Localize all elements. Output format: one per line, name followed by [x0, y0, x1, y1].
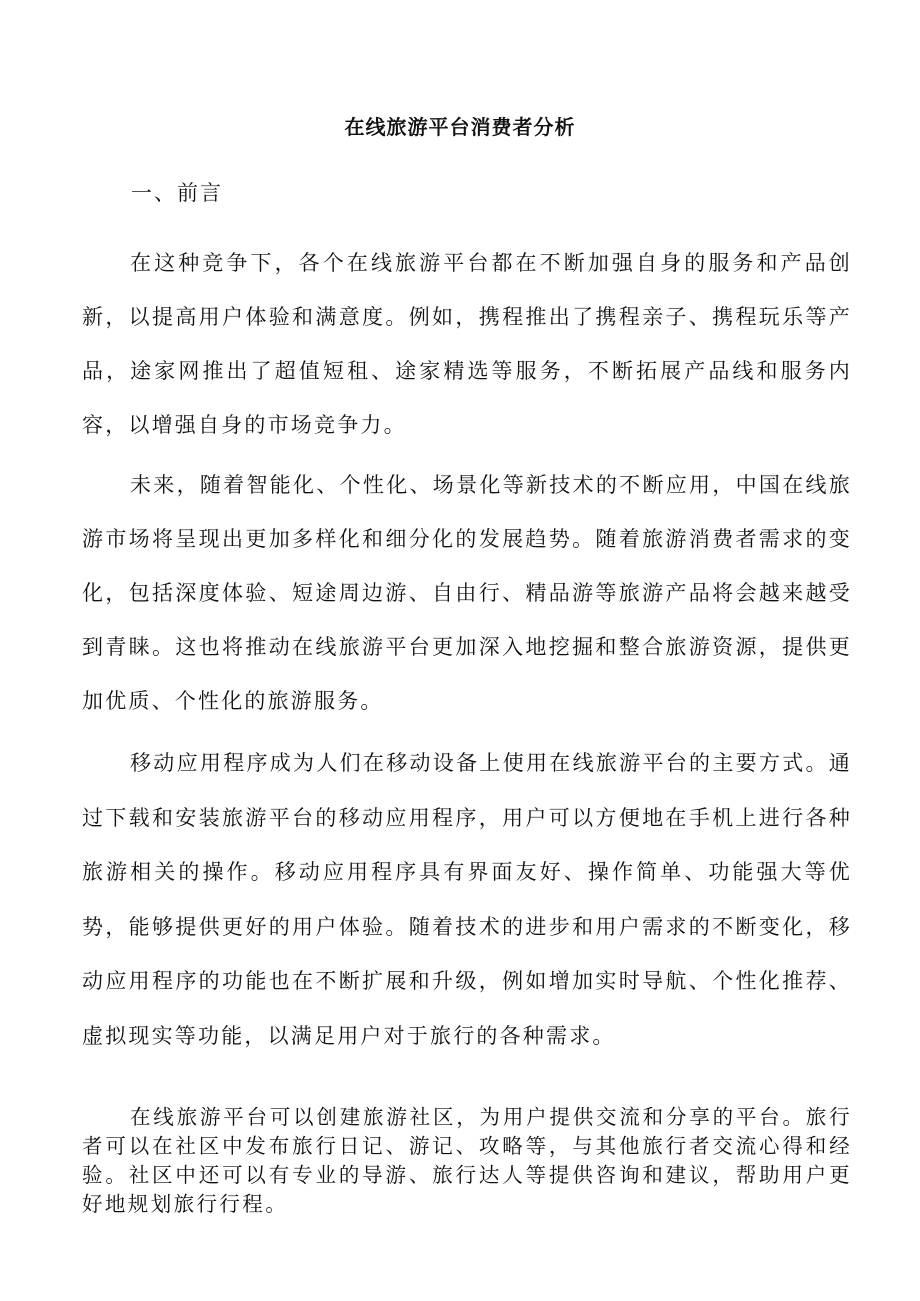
paragraph-4: 在线旅游平台可以创建旅游社区，为用户提供交流和分享的平台。旅行者可以在社区中发布旅行日记、游记、攻略等，与其他旅行者交流心得和经验。社区中还可以有专业的导游、旅行达人等提供咨询和建议，帮助用户更好地规划旅行行程。 [82, 1105, 852, 1216]
paragraph-3: 移动应用程序成为人们在移动设备上使用在线旅游平台的主要方式。通过下载和安装旅游平台的移动应用程序，用户可以方便地在手机上进行各种旅游相关的操作。移动应用程序具有界面友好、操作简单、功能强大等优势，能够提供更好的用户体验。随着技术的进步和用户需求的不断变化，移动应用程序的功能也在不断扩展和升级，例如增加实时导航、个性化推荐、虚拟现实等功能，以满足用户对于旅行的各种需求。 [82, 751, 852, 1048]
section-heading: 一、前言 [131, 181, 223, 205]
document-title: 在线旅游平台消费者分析 [344, 115, 576, 139]
paragraph-2: 未来，随着智能化、个性化、场景化等新技术的不断应用，中国在线旅游市场将呈现出更加多样化和细分化的发展趋势。随着旅游消费者需求的变化，包括深度体验、短途周边游、自由行、精品游等旅游产品将会越来越受到青睐。这也将推动在线旅游平台更加深入地挖掘和整合旅游资源，提供更加优质、个性化的旅游服务。 [82, 473, 852, 713]
paragraph-1: 在这种竞争下，各个在线旅游平台都在不断加强自身的服务和产品创新，以提高用户体验和满意度。例如，携程推出了携程亲子、携程玩乐等产品，途家网推出了超值短租、途家精选等服务，不断拓展产品线和服务内容，以增强自身的市场竞争力。 [82, 251, 852, 437]
